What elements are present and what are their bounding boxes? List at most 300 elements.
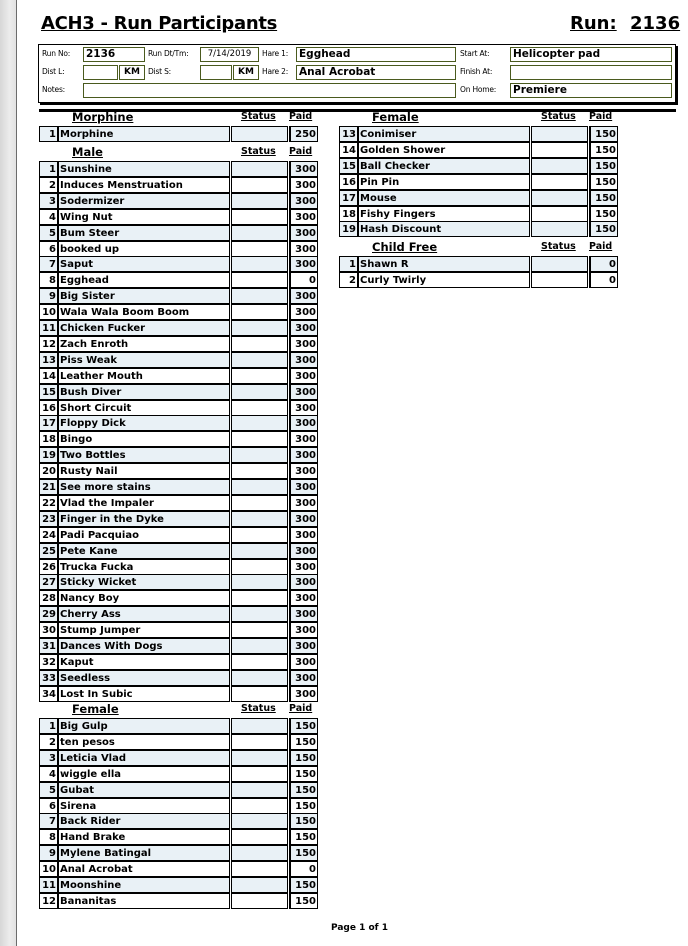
participant-row[interactable]: [39, 209, 318, 225]
status-column-header: Status: [241, 146, 276, 157]
row-number: 12: [39, 336, 59, 352]
row-number: 5: [39, 782, 59, 798]
participant-name: Sirena: [59, 798, 230, 814]
paid-amount: 300: [289, 622, 318, 638]
participant-row[interactable]: [39, 574, 318, 590]
section-header: [39, 110, 319, 126]
paid-amount: 300: [289, 256, 318, 272]
row-number: 18: [339, 206, 359, 222]
paid-amount: 300: [289, 352, 318, 368]
participant-row[interactable]: [39, 336, 318, 352]
participant-row[interactable]: [39, 718, 318, 734]
participant-name: ten pesos: [59, 734, 230, 750]
participant-row[interactable]: [39, 750, 318, 766]
status-column-header: Status: [241, 703, 276, 714]
participant-row[interactable]: [39, 479, 318, 495]
participant-row[interactable]: [39, 126, 318, 142]
status-cell[interactable]: [231, 511, 288, 527]
participant-row[interactable]: [339, 206, 618, 222]
hare2-label: Hare 2:: [262, 67, 289, 76]
paid-amount: 150: [589, 142, 618, 158]
paid-amount: 300: [289, 559, 318, 575]
status-cell[interactable]: [231, 750, 288, 766]
section-header: [39, 145, 319, 161]
run-no-field[interactable]: 2136: [83, 47, 145, 62]
status-cell[interactable]: [231, 861, 288, 877]
status-cell[interactable]: [531, 142, 588, 158]
row-number: 28: [39, 590, 59, 606]
participant-row[interactable]: [39, 527, 318, 543]
paid-amount: 300: [289, 336, 318, 352]
participant-name: Back Rider: [59, 813, 230, 829]
participant-name: Fishy Fingers: [359, 206, 530, 222]
row-number: 31: [39, 638, 59, 654]
participant-name: Curly Twirly: [359, 272, 530, 288]
paid-amount: 150: [289, 893, 318, 909]
participant-name: Stump Jumper: [59, 622, 230, 638]
paid-amount: 150: [289, 718, 318, 734]
participant-name: Induces Menstruation: [59, 177, 230, 193]
status-cell[interactable]: [231, 845, 288, 861]
start-field[interactable]: Helicopter pad: [510, 47, 672, 62]
participant-name: Pin Pin: [359, 174, 530, 190]
participant-row[interactable]: [39, 352, 318, 368]
row-number: 1: [39, 126, 59, 142]
row-number: 5: [39, 225, 59, 241]
status-cell[interactable]: [231, 718, 288, 734]
dist-l-label: Dist L:: [42, 67, 65, 76]
row-number: 16: [339, 174, 359, 190]
paid-column-header: Paid: [289, 703, 313, 714]
paid-amount: 300: [289, 463, 318, 479]
notes-field[interactable]: [83, 83, 456, 98]
section-header: [339, 240, 619, 256]
participant-name: Bum Steer: [59, 225, 230, 241]
paid-amount: 300: [289, 177, 318, 193]
participant-row[interactable]: [39, 225, 318, 241]
status-cell[interactable]: [531, 190, 588, 206]
participant-name: Bush Diver: [59, 384, 230, 400]
paid-amount: 300: [289, 288, 318, 304]
status-cell[interactable]: [231, 670, 288, 686]
participant-row[interactable]: [39, 193, 318, 209]
participant-row[interactable]: [339, 190, 618, 206]
participant-row[interactable]: [39, 368, 318, 384]
participant-row[interactable]: [39, 415, 318, 431]
status-cell[interactable]: [231, 272, 288, 288]
paid-amount: 150: [289, 750, 318, 766]
row-number: 18: [39, 431, 59, 447]
hare1-field[interactable]: Egghead: [296, 47, 456, 62]
paid-amount: 300: [289, 670, 318, 686]
status-cell[interactable]: [231, 638, 288, 654]
paid-amount: 300: [289, 479, 318, 495]
participant-row[interactable]: [39, 272, 318, 288]
participant-row[interactable]: [39, 893, 318, 909]
participant-name: Chicken Fucker: [59, 320, 230, 336]
participant-row[interactable]: [39, 543, 318, 559]
participant-row[interactable]: [39, 400, 318, 416]
row-number: 17: [39, 415, 59, 431]
participant-name: Seedless: [59, 670, 230, 686]
status-cell[interactable]: [531, 221, 588, 237]
paid-amount: 300: [289, 161, 318, 177]
participant-name: Pete Kane: [59, 543, 230, 559]
paid-amount: 150: [289, 877, 318, 893]
participant-name: Piss Weak: [59, 352, 230, 368]
run-no-label: Run No:: [42, 49, 71, 58]
paid-column-header: Paid: [589, 111, 613, 122]
participant-row[interactable]: [39, 686, 318, 702]
status-column-header: Status: [541, 111, 576, 122]
participant-row[interactable]: [39, 861, 318, 877]
run-label: Run:: [570, 13, 617, 34]
participant-name: Rusty Nail: [59, 463, 230, 479]
participant-row[interactable]: [39, 320, 318, 336]
page-gutter: [0, 0, 17, 946]
dist-s-unit: KM: [233, 65, 259, 80]
row-number: 32: [39, 654, 59, 670]
status-cell[interactable]: [231, 829, 288, 845]
paid-amount: 150: [289, 845, 318, 861]
paid-amount: 150: [589, 158, 618, 174]
paid-column-header: Paid: [289, 146, 313, 157]
section-header: [39, 702, 319, 718]
row-number: 29: [39, 606, 59, 622]
paid-amount: 150: [289, 798, 318, 814]
participant-row[interactable]: [39, 798, 318, 814]
paid-amount: 300: [289, 241, 318, 257]
participant-row[interactable]: [39, 638, 318, 654]
participant-row[interactable]: [339, 142, 618, 158]
paid-amount: 300: [289, 511, 318, 527]
status-cell[interactable]: [231, 813, 288, 829]
participant-name: Shawn R: [359, 256, 530, 272]
paid-amount: 0: [289, 861, 318, 877]
participant-row[interactable]: [39, 734, 318, 750]
status-cell[interactable]: [531, 272, 588, 288]
section-title: Child Free: [372, 240, 438, 254]
status-cell[interactable]: [231, 574, 288, 590]
paid-amount: 150: [289, 813, 318, 829]
status-cell[interactable]: [531, 126, 588, 142]
on-home-field[interactable]: Premiere: [510, 83, 672, 98]
participant-row[interactable]: [39, 288, 318, 304]
row-number: 2: [39, 177, 59, 193]
paid-amount: 300: [289, 495, 318, 511]
status-cell[interactable]: [231, 177, 288, 193]
row-number: 9: [39, 288, 59, 304]
status-cell[interactable]: [231, 193, 288, 209]
status-cell[interactable]: [231, 320, 288, 336]
dist-l-unit: KM: [119, 65, 145, 80]
status-cell[interactable]: [231, 447, 288, 463]
row-number: 19: [339, 221, 359, 237]
section-title: Morphine: [72, 110, 134, 124]
participant-name: Trucka Fucka: [59, 559, 230, 575]
status-cell[interactable]: [231, 225, 288, 241]
participant-row[interactable]: [339, 158, 618, 174]
paid-amount: 300: [289, 431, 318, 447]
row-number: 2: [339, 272, 359, 288]
participant-name: Sodermizer: [59, 193, 230, 209]
participant-name: Floppy Dick: [59, 415, 230, 431]
hare2-field[interactable]: Anal Acrobat: [296, 65, 456, 80]
participant-row[interactable]: [39, 495, 318, 511]
paid-amount: 250: [289, 126, 318, 142]
paid-amount: 300: [289, 368, 318, 384]
status-cell[interactable]: [231, 161, 288, 177]
participant-name: Hash Discount: [359, 221, 530, 237]
paid-amount: 300: [289, 574, 318, 590]
participant-name: Sunshine: [59, 161, 230, 177]
status-cell[interactable]: [231, 415, 288, 431]
participant-name: Conimiser: [359, 126, 530, 142]
row-number: 23: [39, 511, 59, 527]
status-cell[interactable]: [231, 384, 288, 400]
status-cell[interactable]: [231, 782, 288, 798]
participant-row[interactable]: [39, 590, 318, 606]
participant-name: Short Circuit: [59, 400, 230, 416]
paid-amount: 300: [289, 225, 318, 241]
participant-name: Dances With Dogs: [59, 638, 230, 654]
status-cell[interactable]: [231, 877, 288, 893]
participant-row[interactable]: [39, 463, 318, 479]
participant-name: Anal Acrobat: [59, 861, 230, 877]
status-cell[interactable]: [531, 174, 588, 190]
participant-name: Two Bottles: [59, 447, 230, 463]
dist-s-label: Dist S:: [148, 67, 171, 76]
row-number: 25: [39, 543, 59, 559]
participant-name: Big Sister: [59, 288, 230, 304]
section-title: Female: [72, 702, 119, 716]
on-home-label: On Home:: [460, 85, 497, 94]
row-number: 4: [39, 766, 59, 782]
start-label: Start At:: [460, 49, 490, 58]
status-column-header: Status: [241, 111, 276, 122]
participant-row[interactable]: [39, 654, 318, 670]
participant-name: Golden Shower: [359, 142, 530, 158]
status-cell[interactable]: [231, 734, 288, 750]
participant-name: Bananitas: [59, 893, 230, 909]
row-number: 6: [39, 798, 59, 814]
run-number: 2136: [630, 13, 681, 34]
participant-row[interactable]: [339, 221, 618, 237]
participant-name: wiggle ella: [59, 766, 230, 782]
row-number: 4: [39, 209, 59, 225]
status-cell[interactable]: [531, 256, 588, 272]
status-cell[interactable]: [231, 527, 288, 543]
row-number: 21: [39, 479, 59, 495]
row-number: 24: [39, 527, 59, 543]
status-cell[interactable]: [231, 495, 288, 511]
participant-row[interactable]: [39, 447, 318, 463]
paid-amount: 300: [289, 304, 318, 320]
participant-name: Nancy Boy: [59, 590, 230, 606]
status-cell[interactable]: [231, 304, 288, 320]
participant-name: Wing Nut: [59, 209, 230, 225]
finish-label: Finish At:: [460, 67, 493, 76]
dist-s-field[interactable]: [200, 65, 232, 80]
participant-name: Mylene Batingal: [59, 845, 230, 861]
status-cell[interactable]: [231, 368, 288, 384]
participant-row[interactable]: [39, 241, 318, 257]
row-number: 8: [39, 272, 59, 288]
participant-row[interactable]: [39, 606, 318, 622]
status-cell[interactable]: [231, 126, 288, 142]
status-cell[interactable]: [231, 209, 288, 225]
paid-amount: 300: [289, 209, 318, 225]
participant-row[interactable]: [339, 126, 618, 142]
participant-name: Leticia Vlad: [59, 750, 230, 766]
row-number: 11: [39, 877, 59, 893]
participant-name: Bingo: [59, 431, 230, 447]
row-number: 16: [39, 400, 59, 416]
row-number: 33: [39, 670, 59, 686]
paid-amount: 300: [289, 384, 318, 400]
participant-name: Finger in the Dyke: [59, 511, 230, 527]
row-number: 14: [339, 142, 359, 158]
row-number: 7: [39, 813, 59, 829]
participant-row[interactable]: [39, 511, 318, 527]
paid-amount: 150: [589, 126, 618, 142]
row-number: 3: [39, 750, 59, 766]
participant-name: Sticky Wicket: [59, 574, 230, 590]
status-cell[interactable]: [231, 256, 288, 272]
row-number: 11: [39, 320, 59, 336]
participant-row[interactable]: [39, 766, 318, 782]
paid-amount: 300: [289, 320, 318, 336]
row-number: 15: [339, 158, 359, 174]
row-number: 17: [339, 190, 359, 206]
row-number: 22: [39, 495, 59, 511]
paid-amount: 300: [289, 543, 318, 559]
paid-amount: 300: [289, 527, 318, 543]
participant-name: Lost In Subic: [59, 686, 230, 702]
status-cell[interactable]: [231, 654, 288, 670]
paid-amount: 150: [289, 766, 318, 782]
row-number: 6: [39, 241, 59, 257]
row-number: 26: [39, 559, 59, 575]
participant-name: Ball Checker: [359, 158, 530, 174]
paid-amount: 300: [289, 415, 318, 431]
participant-row[interactable]: [39, 670, 318, 686]
participant-row[interactable]: [39, 384, 318, 400]
participant-row[interactable]: [339, 174, 618, 190]
participant-row[interactable]: [39, 161, 318, 177]
participant-name: Zach Enroth: [59, 336, 230, 352]
participant-name: Gubat: [59, 782, 230, 798]
paid-amount: 0: [589, 256, 618, 272]
paid-amount: 150: [589, 190, 618, 206]
participant-row[interactable]: [339, 272, 618, 288]
finish-field[interactable]: [510, 65, 672, 80]
participant-name: Egghead: [59, 272, 230, 288]
paid-amount: 300: [289, 193, 318, 209]
status-cell[interactable]: [231, 686, 288, 702]
participant-row[interactable]: [39, 559, 318, 575]
row-number: 15: [39, 384, 59, 400]
section-header: [339, 110, 619, 126]
status-cell[interactable]: [231, 622, 288, 638]
run-dt-field[interactable]: 7/14/2019: [200, 47, 259, 62]
participant-name: Vlad the Impaler: [59, 495, 230, 511]
participant-name: Hand Brake: [59, 829, 230, 845]
row-number: 30: [39, 622, 59, 638]
paid-amount: 300: [289, 606, 318, 622]
participant-name: Wala Wala Boom Boom: [59, 304, 230, 320]
paid-column-header: Paid: [289, 111, 313, 122]
status-cell[interactable]: [231, 241, 288, 257]
paid-amount: 300: [289, 686, 318, 702]
status-cell[interactable]: [231, 606, 288, 622]
participant-row[interactable]: [39, 304, 318, 320]
status-cell[interactable]: [231, 479, 288, 495]
status-cell[interactable]: [531, 158, 588, 174]
participant-name: Mouse: [359, 190, 530, 206]
row-number: 14: [39, 368, 59, 384]
participant-row[interactable]: [39, 813, 318, 829]
participant-row[interactable]: [39, 829, 318, 845]
paid-amount: 300: [289, 654, 318, 670]
status-cell[interactable]: [231, 766, 288, 782]
participant-row[interactable]: [339, 256, 618, 272]
status-cell[interactable]: [231, 336, 288, 352]
paid-column-header: Paid: [589, 241, 613, 252]
participant-row[interactable]: [39, 256, 318, 272]
row-number: 20: [39, 463, 59, 479]
participant-row[interactable]: [39, 177, 318, 193]
status-cell[interactable]: [231, 893, 288, 909]
run-dt-label: Run Dt/Tm:: [148, 49, 189, 58]
status-cell[interactable]: [231, 798, 288, 814]
report-title: ACH3 - Run Participants: [41, 13, 278, 34]
paid-amount: 150: [589, 221, 618, 237]
paid-amount: 150: [289, 734, 318, 750]
participant-name: Big Gulp: [59, 718, 230, 734]
row-number: 13: [339, 126, 359, 142]
row-number: 1: [39, 161, 59, 177]
status-cell[interactable]: [231, 431, 288, 447]
participant-name: Kaput: [59, 654, 230, 670]
row-number: 19: [39, 447, 59, 463]
status-cell[interactable]: [231, 463, 288, 479]
participant-row[interactable]: [39, 782, 318, 798]
participant-row[interactable]: [39, 622, 318, 638]
participant-name: Leather Mouth: [59, 368, 230, 384]
participant-row[interactable]: [39, 431, 318, 447]
status-cell[interactable]: [231, 288, 288, 304]
status-cell[interactable]: [231, 559, 288, 575]
run-header-box: [38, 44, 676, 103]
page-footer: Page 1 of 1: [331, 923, 388, 933]
paid-amount: 300: [289, 447, 318, 463]
row-number: 7: [39, 256, 59, 272]
paid-amount: 300: [289, 400, 318, 416]
status-cell[interactable]: [231, 590, 288, 606]
row-number: 1: [39, 718, 59, 734]
participant-row[interactable]: [39, 877, 318, 893]
status-cell[interactable]: [231, 543, 288, 559]
status-cell[interactable]: [231, 400, 288, 416]
row-number: 13: [39, 352, 59, 368]
paid-amount: 150: [589, 174, 618, 190]
status-cell[interactable]: [231, 352, 288, 368]
row-number: 2: [39, 734, 59, 750]
dist-l-field[interactable]: [83, 65, 118, 80]
participant-row[interactable]: [39, 845, 318, 861]
status-cell[interactable]: [531, 206, 588, 222]
